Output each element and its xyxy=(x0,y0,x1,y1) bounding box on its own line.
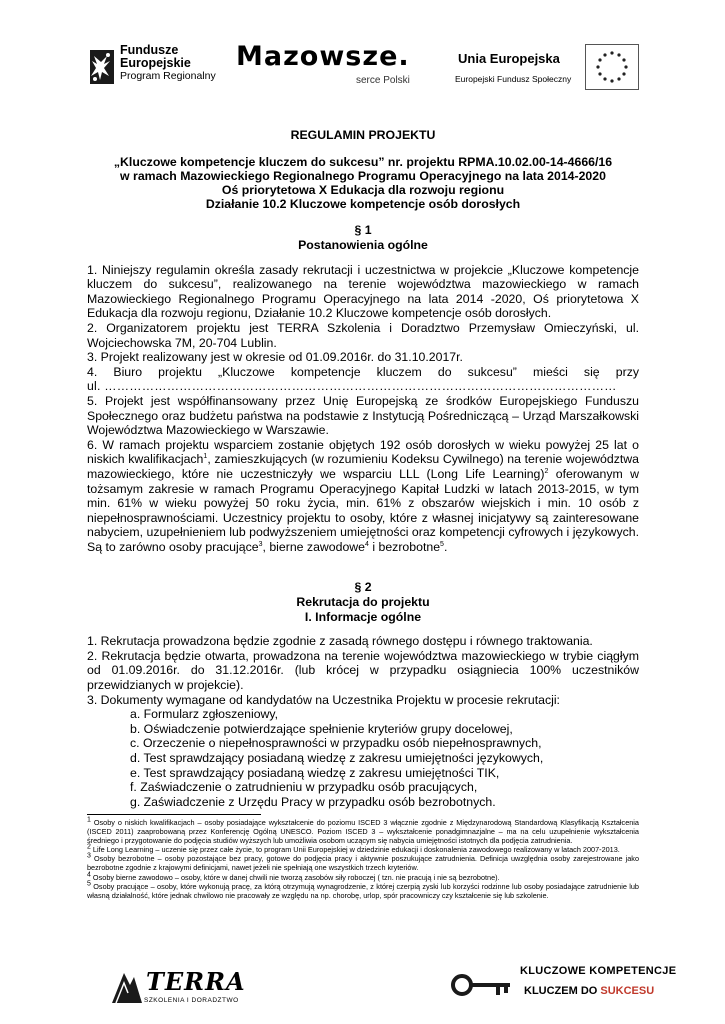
mazowsze-logo-subtitle: serce Polski xyxy=(356,75,410,86)
footnote-mark: 1 xyxy=(87,816,91,824)
mazowsze-logo xyxy=(236,42,426,92)
terra-logo-subtitle: SZKOLENIA I DORADZTWO xyxy=(144,997,239,1004)
page-footer xyxy=(0,955,725,1015)
section-2-heading xyxy=(87,580,639,624)
subtitle-line: Działanie 10.2 Kluczowe kompetencje osób dorosłych xyxy=(205,197,521,212)
paragraph: 3. Dokumenty wymagane od kandydatów na Uczestnika Projektu w procesie rekrutacji: xyxy=(87,692,560,707)
paragraph: ul. …………………………………………………………………………………………………………… xyxy=(87,379,617,394)
section-2-number: § 2 xyxy=(354,580,372,595)
footnote-mark: 3 xyxy=(87,852,91,860)
page-header xyxy=(0,40,725,100)
footnote-text: Osoby pracujące – osoby, które wykonują pracę, za którą otrzymują wynagrodzenie, z której czerpią zyski lub korzyści rodzinne lub osoby posiadające zatrudnienie lub własną działalność, które jednak chwilowo nie pracowały ze względu na np. chorobę, urlop, spór pracowniczy czy kształcenie się lub szkolenie. xyxy=(87,881,639,900)
paragraph: 1. Niniejszy regulamin określa zasady rekrutacji i uczestnictwa w projekcie „Kluczowe kompetencje kluczem do sukcesu”, realizowanego na terenie województwa mazowieckiego w ramach Mazowieckiego Regionalnego Programu Operacyjnego na lata 2014 -2020, Oś priorytetowa X Edukacja dla rozwoju regionu, Działanie 10.2 Kluczowe kompetencje osób dorosłych. xyxy=(87,262,639,321)
footnote xyxy=(87,854,639,872)
section-1-body xyxy=(87,263,639,555)
footnote-text: Life Long Learning – uczenie się przez całe życie, to program Unii Europejskiej w dziedzinie edukacji i doskonalenia zawodowego realizowany w latach 2007-2013. xyxy=(90,845,620,855)
footnote-ref: 2 xyxy=(544,467,549,475)
paragraph: 3. Projekt realizowany jest w okresie od 01.09.2016r. do 31.10.2017r. xyxy=(87,350,463,365)
mazowsze-logo-title: Mazowsze. xyxy=(236,41,410,72)
footnote-text: Osoby bierne zawodowo – osoby, które w danej chwili nie tworzą zasobów siły roboczej ( tzn. nie pracują i nie są bezrobotne). xyxy=(90,872,500,882)
footnote-mark: 5 xyxy=(87,880,91,888)
unia-europejska-logo xyxy=(455,44,655,90)
paragraph-text: . xyxy=(443,539,448,554)
footnote-text: Osoby bezrobotne – osoby pozostające bez pracy, gotowe do podjęcia pracy i aktywnie poszukujące zatrudnienia. Definicja uwzględnia osoby zarejestrowane jako bezrobotne zgodnie z krajowymi definicjami, nawet jeżeli nie spełniają one wszystkich trzech kryteriów. xyxy=(87,854,639,873)
paragraph-text: , bierne zawodowe xyxy=(262,539,366,554)
required-documents-list xyxy=(130,707,639,809)
footnote-separator xyxy=(87,814,261,815)
fe-logo-line3: Program Regionalny xyxy=(120,70,216,82)
list-item: f. Zaświadczenie o zatrudnieniu w przypadku osób pracujących, xyxy=(130,780,478,795)
section-1-heading xyxy=(87,223,639,252)
paragraph xyxy=(87,438,639,555)
footnote-mark: 2 xyxy=(87,843,91,851)
footnote xyxy=(87,873,639,882)
footnote-text: Osoby o niskich kwalifikacjach – osoby posiadające wykształcenie do poziomu ISCED 3 włącznie zgodnie z Międzynarodową Standardową Klasyfikacją Kształcenia (ISCED 2011) zaaprobowaną przez Konferencję Ogólną UNESCO. Poziom ISCED 3 – wykształcenie ponadgimnazjalne – ma na celu uzupełnienie wykształcenia średniego i przygotowanie do podjęcia studiów wyższych lub umożliwia osobom uczącym się nabycia umiejętności istotnych dla podjęcia zatrudnienia. xyxy=(87,818,639,846)
section-2-body xyxy=(87,634,639,707)
document-subtitle xyxy=(87,155,639,212)
list-item: d. Test sprawdzający posiadaną wiedzę z zakresu umiejętności językowych, xyxy=(130,751,544,765)
subtitle-line: w ramach Mazowieckiego Regionalnego Programu Operacyjnego na lata 2014-2020 xyxy=(120,168,606,183)
kk-logo-line2-text: KLUCZEM DO xyxy=(524,985,601,997)
footnote xyxy=(87,818,639,845)
list-item: e. Test sprawdzający posiadaną wiedzę z zakresu umiejętności TIK, xyxy=(130,765,500,780)
key-icon xyxy=(450,973,514,999)
kk-logo-accent-text: SUKCESU xyxy=(600,985,655,997)
list-item: c. Orzeczenie o niepełnosprawności w przypadku osób niepełnosprawnych, xyxy=(130,736,542,751)
paragraph: 4. Biuro projektu „Kluczowe kompetencje kluczem do sukcesu” mieści się przy xyxy=(87,364,639,379)
section-1-title: Postanowienia ogólne xyxy=(298,238,428,252)
terra-logo xyxy=(110,963,250,1007)
footnotes xyxy=(87,818,639,900)
document-title: REGULAMIN PROJEKTU xyxy=(290,128,436,142)
paragraph: 2. Organizatorem projektu jest TERRA Szkolenia i Doradztwo Przemysław Omieczyński, ul. Wojciechowska 7M, 20-704 Lublin. xyxy=(87,320,639,350)
paragraph-text: i bezrobotne xyxy=(368,539,441,554)
ue-logo-subtitle: Europejski Fundusz Społeczny xyxy=(455,74,572,84)
ue-logo-title: Unia Europejska xyxy=(458,51,560,66)
subtitle-line: „Kluczowe kompetencje kluczem do sukcesu” nr. projektu RPMA.10.02.00-14-4666/16 xyxy=(113,154,613,169)
paragraph: 5. Projekt jest współfinansowany przez Unię Europejską ze środków Europejskiego Funduszu Społecznego oraz budżetu państwa na podstawie z Instytucją Pośredniczącą – Urząd Marszałkowski Województwa Mazowieckiego w Warszawie. xyxy=(87,393,639,438)
document-body xyxy=(87,128,639,809)
section-1-number: § 1 xyxy=(354,223,372,238)
fundusze-europejskie-logo xyxy=(88,44,218,90)
fe-logo-line2: Europejskie xyxy=(120,56,191,70)
footnote-ref: 3 xyxy=(258,540,263,548)
eu-flag-icon xyxy=(585,44,639,90)
fundusze-europejskie-emblem-icon xyxy=(88,46,116,88)
section-2-title: Rekrutacja do projektu xyxy=(296,595,430,610)
footnote-ref: 5 xyxy=(440,540,444,548)
list-item: g. Zaświadczenie z Urzędu Pracy w przypadku osób bezrobotnych. xyxy=(130,794,496,809)
footnote-mark: 4 xyxy=(87,871,91,879)
paragraph: 2. Rekrutacja będzie otwarta, prowadzona na terenie województwa mazowieckiego w trybie ciągłym od 01.09.2016r. do 31.12.2016r. (lub krócej w przypadku osiągniecia 100% uczestników przewidzianych w projekcie). xyxy=(87,648,639,693)
kk-logo-line2 xyxy=(524,985,654,997)
subtitle-line: Oś priorytetowa X Edukacja dla rozwoju regionu xyxy=(221,183,505,197)
footnote-ref: 4 xyxy=(365,540,369,548)
section-2-subtitle: I. Informacje ogólne xyxy=(304,609,422,624)
kk-logo-line1: KLUCZOWE KOMPETENCJE xyxy=(520,965,677,977)
footnote xyxy=(87,845,639,854)
list-item: a. Formularz zgłoszeniowy, xyxy=(130,707,279,722)
kluczowe-kompetencje-logo xyxy=(450,965,677,1009)
footnote xyxy=(87,882,639,900)
list-item: b. Oświadczenie potwierdzające spełnienie kryteriów grupy docelowej, xyxy=(130,721,513,736)
paragraph-text: oferowanym w tożsamym zakresie w ramach Programu Operacyjnego Kapitał Ludzki w latach 2013-2015, w tym min. 61% w wieku powyżej 50 roku życia, min. 61% z obszarów wiejskich i min. 10 osób z niepełnosprawnościami. Uczestnicy projektu to osoby, które z własnej inicjatywy są zainteresowane nabyciem, uzupełnieniem lub podwyższeniem umiejętności oraz kompetencji cyfrowych i językowych. Są to zarówno osoby pracujące xyxy=(87,466,639,554)
paragraph-text: , zamieszkujących (w rozumieniu Kodeksu Cywilnego) na terenie województwa mazowieckiego, które nie uczestniczyły we wsparciu LLL (Long Life Learning) xyxy=(87,452,639,481)
fe-logo-line1: Fundusze xyxy=(120,43,179,57)
terra-emblem-icon xyxy=(110,965,144,1005)
paragraph: 1. Rekrutacja prowadzona będzie zgodnie z zasadą równego dostępu i równego traktowania. xyxy=(87,634,593,649)
paragraph-text: 6. W ramach projektu wsparciem zostanie objętych 192 osób dorosłych w wieku powyżej 25 lat o niskich kwalifikacjach xyxy=(87,437,639,467)
footnote-ref: 1 xyxy=(203,453,208,461)
terra-logo-word: TERRA xyxy=(146,967,246,996)
